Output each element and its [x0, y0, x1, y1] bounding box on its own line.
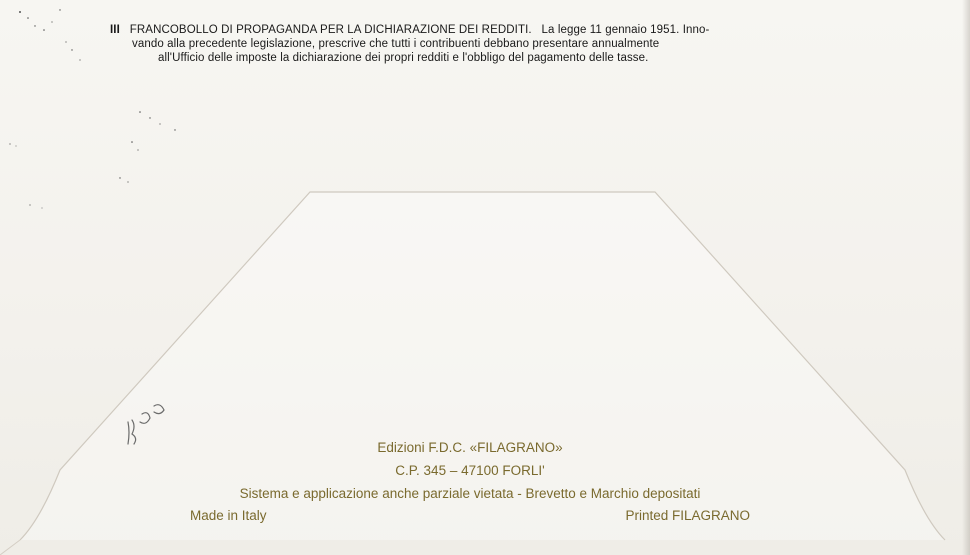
- stamp-description: [110, 23, 870, 65]
- copyright-notice: Sistema e applicazione anche parziale vietata - Brevetto e Marchio depositati: [239, 486, 701, 501]
- description-text-1: La legge 11 gennaio 1951. Inno-: [541, 24, 710, 36]
- description-title: FRANCOBOLLO DI PROPAGANDA PER LA DICHIARAZIONE DEI REDDITI.: [129, 24, 532, 36]
- publisher-imprint: [190, 436, 750, 527]
- description-line-2: vando alla precedente legislazione, prescrive che tutti i contribuenti debbano presentare annualmente: [132, 38, 660, 50]
- description-line-1: [110, 23, 870, 37]
- pencil-mark: [120, 392, 180, 452]
- made-in-label: Made in Italy: [190, 508, 267, 523]
- publisher-footer: [190, 505, 750, 527]
- series-number: III: [110, 24, 120, 36]
- envelope-right-edge: [962, 0, 970, 555]
- publisher-name: Edizioni F.D.C. «FILAGRANO»: [377, 440, 563, 455]
- description-line-3: all'Ufficio delle imposte la dichiarazione dei propri redditi e l'obbligo del pagamento delle tasse.: [158, 52, 649, 64]
- printed-by-label: Printed FILAGRANO: [625, 508, 750, 523]
- publisher-address: C.P. 345 – 47100 FORLI': [395, 463, 545, 478]
